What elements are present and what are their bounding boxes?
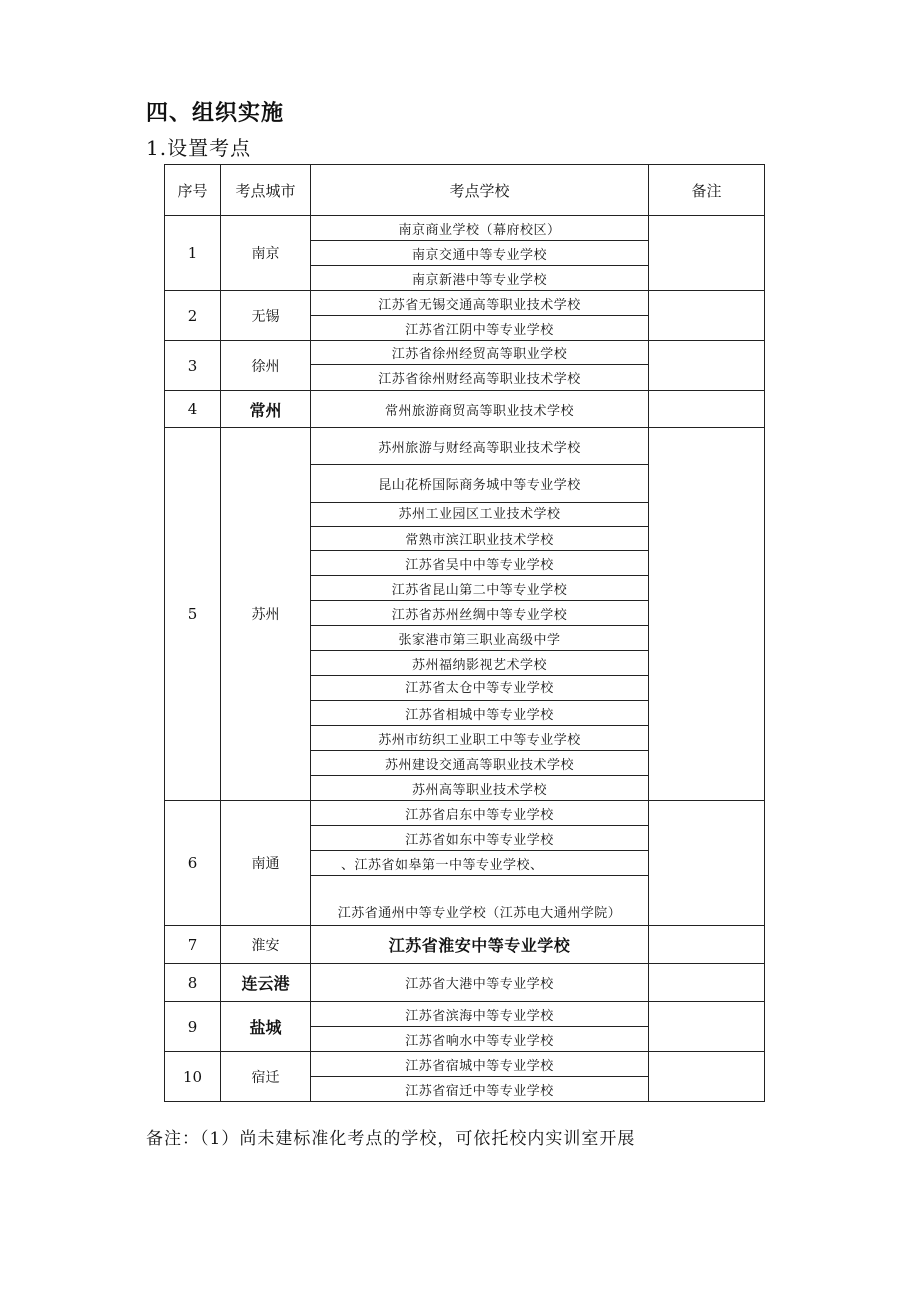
remark-cell: [649, 1002, 765, 1052]
school-cell: 江苏省吴中中等专业学校: [311, 551, 649, 576]
table-row: [165, 1002, 765, 1027]
school-cell: 江苏省启东中等专业学校: [311, 801, 649, 826]
school-cell: 苏州建设交通高等职业技术学校: [311, 751, 649, 776]
header-remark: 备注: [649, 165, 765, 216]
city-cell: 连云港: [221, 964, 311, 1002]
school-cell: 江苏省江阴中等专业学校: [311, 316, 649, 341]
seq-cell: 4: [165, 391, 221, 428]
table-row: [165, 1052, 765, 1077]
table-row: [165, 291, 765, 316]
seq-cell: 5: [165, 428, 221, 801]
city-cell: 南通: [221, 801, 311, 926]
header-school: 考点学校: [311, 165, 649, 216]
school-cell: 江苏省徐州经贸高等职业学校: [311, 341, 649, 365]
school-cell: 苏州工业园区工业技术学校: [311, 503, 649, 527]
table-row: [165, 391, 765, 428]
school-cell: 常熟市滨江职业技术学校: [311, 527, 649, 551]
remark-cell: [649, 391, 765, 428]
remark-cell: [649, 926, 765, 964]
footnote: 备注：（1）尚未建标准化考点的学校，可依托校内实训室开展: [146, 1129, 636, 1149]
school-cell: 南京交通中等专业学校: [311, 241, 649, 266]
seq-cell: 1: [165, 216, 221, 291]
school-cell: 江苏省无锡交通高等职业技术学校: [311, 291, 649, 316]
table-row: [165, 926, 765, 964]
seq-cell: 10: [165, 1052, 221, 1102]
city-cell: 徐州: [221, 341, 311, 391]
school-cell: 苏州福纳影视艺术学校: [311, 651, 649, 676]
remark-cell: [649, 291, 765, 341]
school-cell: 江苏省如东中等专业学校: [311, 826, 649, 851]
school-cell: 江苏省相城中等专业学校: [311, 701, 649, 726]
table-row: [165, 801, 765, 826]
exam-sites-table: [164, 164, 765, 1102]
school-cell: 南京新港中等专业学校: [311, 266, 649, 291]
school-cell: 江苏省苏州丝绸中等专业学校: [311, 601, 649, 626]
city-cell: 淮安: [221, 926, 311, 964]
remark-cell: [649, 428, 765, 801]
seq-cell: 2: [165, 291, 221, 341]
city-cell: 苏州: [221, 428, 311, 801]
city-cell: 常州: [221, 391, 311, 428]
table-row: [165, 216, 765, 241]
school-cell: 苏州高等职业技术学校: [311, 776, 649, 801]
seq-cell: 3: [165, 341, 221, 391]
remark-cell: [649, 1052, 765, 1102]
school-cell: 江苏省徐州财经高等职业技术学校: [311, 365, 649, 391]
remark-cell: [649, 964, 765, 1002]
remark-cell: [649, 801, 765, 926]
header-seq: 序号: [165, 165, 221, 216]
school-cell: 江苏省滨海中等专业学校: [311, 1002, 649, 1027]
school-cell: 江苏省宿城中等专业学校: [311, 1052, 649, 1077]
remark-cell: [649, 341, 765, 391]
table-row: [165, 964, 765, 1002]
table-header-row: [165, 165, 765, 216]
school-cell: 昆山花桥国际商务城中等专业学校: [311, 465, 649, 503]
school-cell: 江苏省昆山第二中等专业学校: [311, 576, 649, 601]
seq-cell: 8: [165, 964, 221, 1002]
school-cell: 南京商业学校（幕府校区）: [311, 216, 649, 241]
table-row: [165, 341, 765, 365]
seq-cell: 6: [165, 801, 221, 926]
school-cell: 常州旅游商贸高等职业技术学校: [311, 391, 649, 428]
city-cell: 无锡: [221, 291, 311, 341]
school-cell: 、江苏省如皋第一中等专业学校、: [311, 851, 649, 876]
city-cell: 宿迁: [221, 1052, 311, 1102]
school-cell: 苏州旅游与财经高等职业技术学校: [311, 428, 649, 465]
school-cell: 江苏省太仓中等专业学校: [311, 676, 649, 701]
school-cell: 苏州市纺织工业职工中等专业学校: [311, 726, 649, 751]
school-cell: 江苏省大港中等专业学校: [311, 964, 649, 1002]
school-cell: 江苏省淮安中等专业学校: [311, 926, 649, 964]
seq-cell: 7: [165, 926, 221, 964]
school-cell: 江苏省通州中等专业学校（江苏电大通州学院）: [311, 876, 649, 926]
city-cell: 南京: [221, 216, 311, 291]
school-cell: 江苏省宿迁中等专业学校: [311, 1077, 649, 1102]
city-cell: 盐城: [221, 1002, 311, 1052]
subsection-heading: 1.设置考点: [146, 136, 252, 160]
seq-cell: 9: [165, 1002, 221, 1052]
school-cell: 张家港市第三职业高级中学: [311, 626, 649, 651]
section-heading: 四、组织实施: [146, 101, 285, 126]
school-cell: 江苏省响水中等专业学校: [311, 1027, 649, 1052]
table-row: [165, 428, 765, 465]
header-city: 考点城市: [221, 165, 311, 216]
remark-cell: [649, 216, 765, 291]
